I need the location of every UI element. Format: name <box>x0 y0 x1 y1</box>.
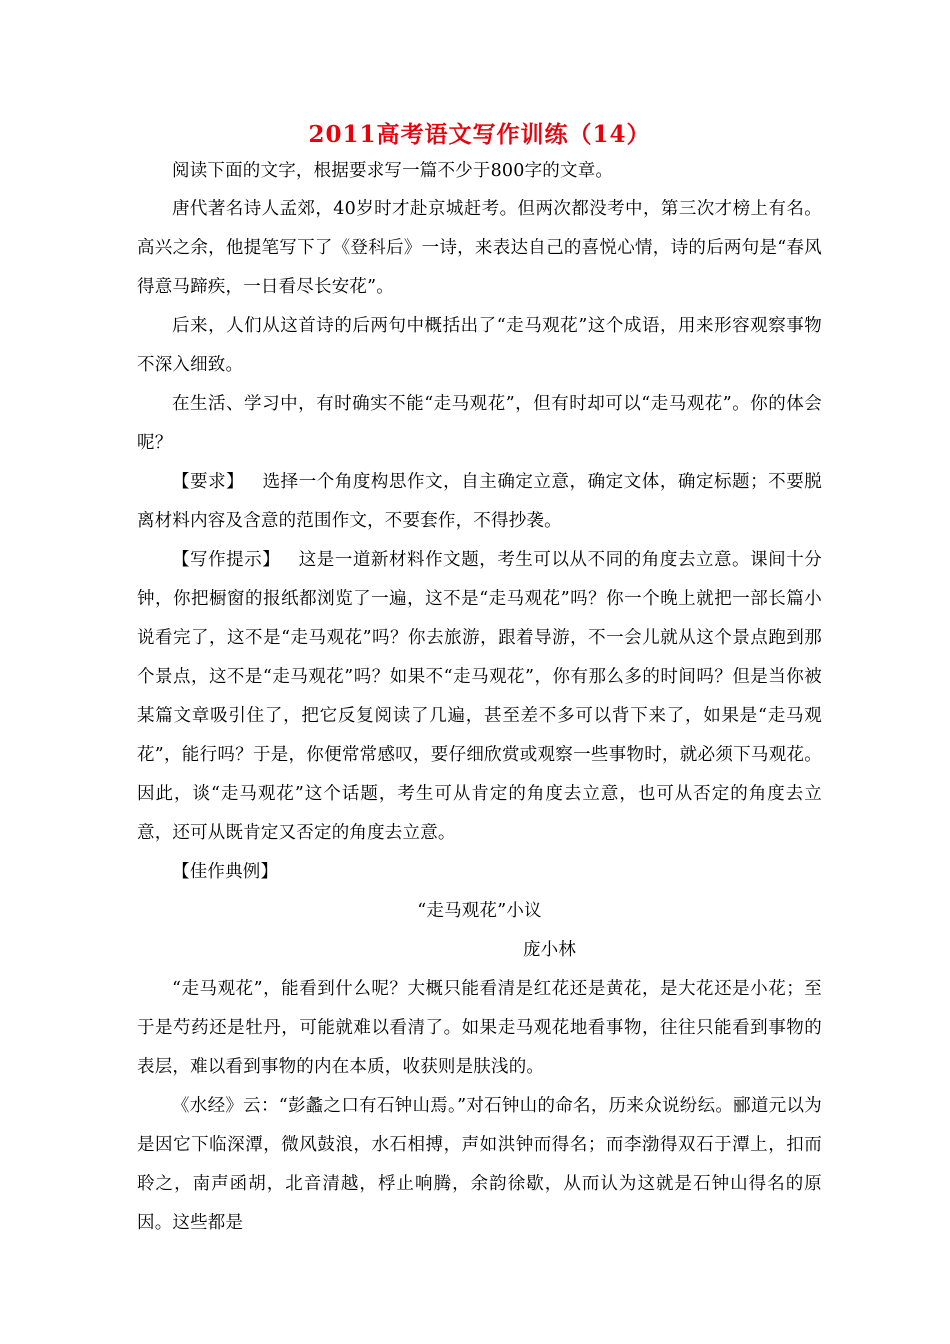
material-paragraph-2: 后来，人们从这首诗的后两句中概括出了“走马观花”这个成语，用来形容观察事物不深入细致。 <box>137 316 822 375</box>
essay-title: “走马观花”小议 <box>417 901 542 921</box>
requirement-paragraph <box>137 463 822 541</box>
example-label: 【佳作典例】 <box>172 862 279 882</box>
essay-author: 庞小林 <box>522 940 577 960</box>
hint-label: 【写作提示】 <box>172 550 281 570</box>
essay-paragraph-1: “走马观花”，能看到什么呢？大概只能看清是红花还是黄花，是大花还是小花；至于是芍药还是牡丹，可能就难以看清了。如果走马观花地看事物，往往只能看到事物的表层，难以看到事物的内在本质，收获则是肤浅的。 <box>137 979 822 1077</box>
material-paragraph-3: 在生活、学习中，有时确实不能“走马观花”，但有时却可以“走马观花”。你的体会呢？ <box>137 394 822 453</box>
essay-paragraph-2: 《水经》云：“彭蠡之口有石钟山焉。”对石钟山的命名，历来众说纷纭。郦道元以为是因它下临深潭，微风鼓浪，水石相搏，声如洪钟而得名；而李渤得双石于潭上，扣而聆之，南声函胡，北音清越，桴止响腾，余韵徐歇，从而认为这就是石钟山得名的原因。这些都是 <box>137 1096 822 1233</box>
hint-text: 这是一道新材料作文题，考生可以从不同的角度去立意。课间十分钟，你把橱窗的报纸都浏览了一遍，这不是“走马观花”吗？你一个晚上就把一部长篇小说看完了，这不是“走马观花”吗？你去旅游，跟着导游，不一会儿就从这个景点跑到那个景点，这不是“走马观花”吗？如果不“走马观花”，你有那么多的时间吗？但是当你被某篇文章吸引住了，把它反复阅读了几遍，甚至差不多可以背下来了，如果是“走马观花”，能行吗？于是，你便常常感叹，要仔细欣赏或观察一些事物时，就必须下马观花。因此，谈“走马观花”这个话题，考生可从肯定的角度去立意，也可从否定的角度去立意，还可从既肯定又否定的角度去立意。 <box>137 550 822 843</box>
instruction-paragraph: 阅读下面的文字，根据要求写一篇不少于800字的文章。 <box>172 161 614 181</box>
hint-paragraph <box>137 541 822 853</box>
requirement-label: 【要求】 <box>172 472 245 492</box>
document-title: 2011高考语文写作训练（14） <box>308 121 651 148</box>
material-paragraph-1: 唐代著名诗人孟郊，40岁时才赴京城赶考。但两次都没考中，第三次才榜上有名。高兴之余，他提笔写下了《登科后》一诗，来表达自己的喜悦心情，诗的后两句是“春风得意马蹄疾，一日看尽长安花”。 <box>137 199 822 297</box>
requirement-text: 选择一个角度构思作文，自主确定立意，确定文体，确定标题；不要脱离材料内容及含意的范围作文，不要套作，不得抄袭。 <box>137 472 822 531</box>
